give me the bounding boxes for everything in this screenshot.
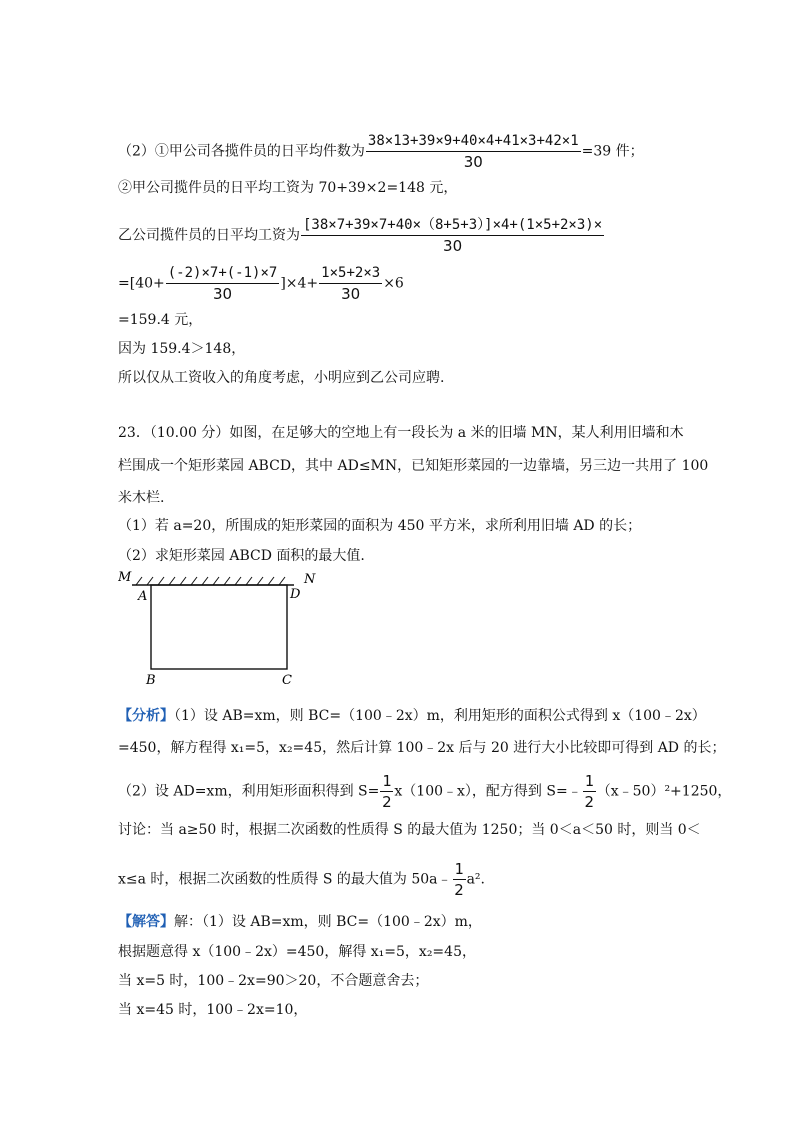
q23-line-3: 米木栏.	[118, 490, 165, 506]
fraction-denominator: 30	[212, 285, 233, 303]
p2-line-3	[118, 216, 605, 255]
fraction-denominator: 30	[463, 153, 483, 171]
fraction-denominator: 30	[341, 285, 361, 303]
fraction-numerator: 1×5+2×3	[319, 264, 382, 284]
p2-line-1-suffix: =39 件；	[581, 143, 644, 160]
fraction-denominator: 2	[382, 793, 392, 811]
fraction-1	[166, 264, 280, 303]
fraction-numerator: (-2)×7+(-1)×7	[166, 264, 280, 284]
solution-line-3: 当 x=5 时，100﹣2x=90＞20，不合题意舍去；	[118, 973, 429, 989]
label-n: N	[304, 572, 316, 587]
garden-rectangle	[151, 585, 287, 669]
analysis-text-3c: （x﹣50）²+1250，	[596, 783, 732, 800]
analysis-line-1	[118, 706, 706, 726]
analysis-text-5a: x≤a 时，根据二次函数的性质得 S 的最大值为 50a﹣	[118, 871, 452, 888]
fraction-avg-wage	[301, 216, 604, 255]
fraction-half-2	[583, 772, 596, 811]
fraction-numerator: 38×13+39×9+40×4+41×3+42×1	[366, 132, 581, 152]
solution-line-4: 当 x=45 时，100﹣2x=10，	[118, 1002, 308, 1018]
q23-sub-2: （2）求矩形菜园 ABCD 面积的最大值.	[118, 548, 365, 564]
expr-part-b: ]×4+	[280, 275, 319, 292]
solution-line-2: 根据题意得 x（100﹣2x）=450，解得 x₁=5，x₂=45，	[118, 944, 476, 960]
q23-line-2: 栏围成一个矩形菜园 ABCD，其中 AD≤MN，已知矩形菜园的一边靠墙，另三边一共用了 100	[118, 458, 709, 474]
analysis-line-3	[118, 772, 731, 811]
fraction-denominator: 2	[584, 793, 594, 811]
analysis-text-3a: （2）设 AD=xm，利用矩形面积得到 S=	[118, 783, 380, 800]
q23-sub-1: （1）若 a=20，所围成的矩形菜园的面积为 450 平方米，求所利用旧墙 AD 的长；	[118, 518, 642, 534]
label-a: A	[138, 589, 148, 604]
analysis-line-2: =450，解方程得 x₁=5，x₂=45，然后计算 100﹣2x 后与 20 进行大小比较即可得到 AD 的长；	[118, 740, 726, 756]
label-d: D	[290, 587, 301, 602]
label-m: M	[118, 570, 132, 585]
fraction-half-1	[380, 772, 393, 811]
rectangle-garden-figure	[118, 568, 328, 686]
p2-line-1	[118, 132, 644, 171]
p2-line-6: 因为 159.4＞148，	[118, 341, 246, 357]
p2-line-2: ②甲公司揽件员的日平均工资为 70+39×2=148 元，	[118, 180, 458, 196]
solution-line-1	[118, 912, 482, 932]
label-b: B	[146, 673, 156, 686]
fraction-avg-count	[366, 132, 581, 171]
analysis-line-4: 讨论：当 a≥50 时，根据二次函数的性质得 S 的最大值为 1250；当 0＜a＜50 时，则当 0＜	[118, 822, 701, 838]
p2-line-7: 所以仅从工资收入的角度考虑，小明应到乙公司应聘.	[118, 370, 445, 386]
analysis-line-5	[118, 860, 485, 899]
p2-line-1-prefix: （2）①甲公司各揽件员的日平均件数为	[118, 143, 365, 160]
fraction-numerator: [38×7+39×7+40×（8+5+3）]×4+(1×5+2×3)×	[301, 216, 604, 236]
label-c: C	[282, 673, 292, 686]
analysis-text-3b: x（100﹣x），配方得到 S=﹣	[394, 783, 582, 800]
expr-part-a: =[40+	[118, 275, 165, 292]
solution-text-1: 解：（1）设 AB=xm，则 BC=（100﹣2x）m，	[174, 914, 482, 930]
fraction-half-3	[453, 860, 466, 899]
p2-line-3-prefix: 乙公司揽件员的日平均工资为	[118, 227, 300, 244]
solution-tag: 【解答】	[118, 914, 174, 930]
p2-line-5: =159.4 元，	[118, 312, 203, 328]
expr-part-c: ×6	[383, 275, 404, 292]
analysis-tag: 【分析】	[118, 708, 174, 724]
fraction-numerator: 1	[584, 772, 594, 790]
analysis-text-5b: a².	[466, 871, 485, 888]
fraction-2	[319, 264, 382, 303]
fraction-denominator: 30	[443, 237, 463, 255]
fraction-numerator: 1	[382, 772, 392, 790]
fraction-denominator: 2	[454, 881, 464, 899]
wall-hatching	[136, 577, 285, 585]
p2-line-4	[118, 264, 404, 303]
fraction-numerator: 1	[454, 860, 464, 878]
analysis-text-1: （1）设 AB=xm，则 BC=（100﹣2x）m，利用矩形的面积公式得到 x（100﹣2x）	[174, 708, 706, 724]
q23-line-1: 23．（10.00 分）如图，在足够大的空地上有一段长为 a 米的旧墙 MN，某人利用旧墙和木	[118, 425, 684, 441]
